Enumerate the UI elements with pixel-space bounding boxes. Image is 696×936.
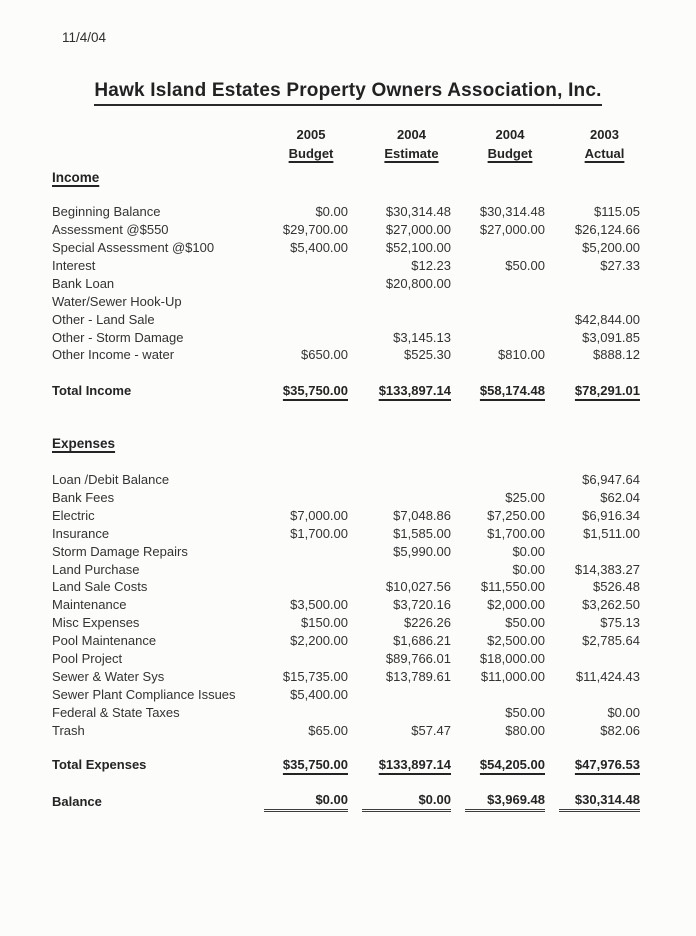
cell-value: $7,250.00 [487,507,545,523]
cell-value [252,471,350,489]
cell-value: $12.23 [411,258,451,273]
row-label: Trash [52,722,85,738]
row-label: Total Income [52,383,132,399]
cell-value [252,489,350,507]
table-row [52,203,642,221]
cell-value: $27,000.00 [479,222,545,238]
cell-value: $82.06 [600,722,640,738]
column-year-2004-budget: 2004 [495,127,525,142]
table-row [52,274,642,292]
column-year-2005-budget: 2005 [296,127,326,142]
cell-value: $54,205.00 [479,757,545,773]
cell-value: $52,100.00 [385,240,451,256]
cell-value: $525.30 [404,347,451,363]
cell-value: $5,400.00 [290,240,348,256]
cell-value: $1,585.00 [393,525,451,541]
table-row [52,524,642,542]
table-row [52,506,642,524]
column-label-estimate-2004: Estimate [384,146,439,161]
table-row [52,239,642,257]
cell-value: $11,424.43 [575,668,640,684]
row-label: Storm Damage Repairs [52,543,188,559]
row-label: Water/Sewer Hook-Up [52,293,182,309]
cell-value: $20,800.00 [385,275,451,291]
spacer-row [52,739,642,756]
cell-value [453,292,547,310]
cell-value [252,257,350,275]
row-label: Land Sale Costs [52,579,148,595]
cell-value: $50.00 [505,258,545,273]
table-row [52,614,642,632]
table-row [52,471,642,489]
cell-value: $27,000.00 [385,222,451,238]
table-row [52,328,642,346]
cell-value: $3,262.50 [582,597,640,613]
cell-value: $2,000.00 [487,597,545,613]
cell-value: $650.00 [301,347,348,363]
cell-value [547,292,642,310]
table-row [52,489,642,507]
table-row [52,310,642,328]
row-label: Bank Fees [52,490,115,506]
cell-value: $0.00 [252,792,350,812]
cell-value [252,310,350,328]
page-title-text: Hawk Island Estates Property Owners Association, Inc. [94,80,601,106]
row-label: Sewer & Water Sys [52,668,165,684]
cell-value: $29,700.00 [282,222,348,238]
cell-value: $150.00 [301,615,348,631]
cell-value: $18,000.00 [479,651,545,667]
table-row [52,221,642,239]
cell-value [252,328,350,346]
header-corner [52,144,252,163]
cell-value: $42,844.00 [574,311,640,327]
column-label-budget-2004: Budget [487,146,533,161]
cell-value: $47,976.53 [574,757,640,773]
row-label: Bank Loan [52,275,115,291]
cell-value: $26,124.66 [574,222,640,238]
cell-value: $888.12 [593,347,640,363]
row-label: Loan /Debit Balance [52,472,170,488]
row-label: Other - Land Sale [52,311,155,327]
row-label: Other Income - water [52,347,175,363]
cell-value [453,685,547,703]
table-row [52,721,642,739]
cell-value: $62.04 [600,490,640,506]
cell-value: $78,291.01 [574,383,640,399]
cell-value [547,274,642,292]
budget-table [52,125,642,812]
cell-value: $58,174.48 [479,383,545,399]
cell-value [252,292,350,310]
spacer-row [52,400,642,435]
cell-value [350,560,453,578]
cell-value: $6,916.34 [582,507,640,523]
cell-value: $3,500.00 [290,597,348,613]
cell-value: $65.00 [308,722,348,738]
cell-value [350,292,453,310]
cell-value: $11,000.00 [480,668,545,684]
cell-value [350,703,453,721]
table-row [52,292,642,310]
header-corner [52,125,252,144]
cell-value [350,471,453,489]
row-label: Beginning Balance [52,204,161,220]
cell-value: $50.00 [505,615,545,631]
cell-value: $133,897.14 [378,383,451,399]
cell-value: $2,785.64 [582,633,640,649]
cell-value [350,685,453,703]
total-income-row [52,382,642,400]
row-label: Balance [52,794,102,810]
table-row [52,257,642,275]
table-row [52,650,642,668]
cell-value: $7,000.00 [290,507,348,523]
cell-value: $30,314.48 [385,204,451,220]
cell-value [252,703,350,721]
cell-value [252,560,350,578]
table-row [52,667,642,685]
total-expenses-row [52,756,642,774]
cell-value: $3,091.85 [582,329,640,345]
table-row [52,596,642,614]
cell-value [350,489,453,507]
row-label: Pool Project [52,651,123,667]
cell-value [453,274,547,292]
cell-value: $25.00 [505,490,545,506]
cell-value: $226.26 [404,615,451,631]
spacer-row [52,364,642,382]
row-label: Sewer Plant Compliance Issues [52,686,236,702]
row-label: Electric [52,507,95,523]
cell-value: $0.00 [512,543,545,559]
table-row [52,560,642,578]
table-row [52,578,642,596]
page-title [0,80,696,106]
table-header [52,125,642,163]
row-label: Insurance [52,525,110,541]
row-label: Total Expenses [52,757,147,773]
cell-value: $5,200.00 [582,240,640,256]
cell-value: $50.00 [505,704,545,720]
row-label: Maintenance [52,597,127,613]
expenses-section-row [52,435,642,453]
cell-value: $133,897.14 [378,757,451,773]
cell-value: $526.48 [593,579,640,595]
cell-value: $6,947.64 [582,472,640,488]
cell-value: $30,314.48 [479,204,545,220]
cell-value: $57.47 [411,722,451,738]
cell-value [252,542,350,560]
row-label: Pool Maintenance [52,633,157,649]
cell-value: $115.05 [593,204,640,220]
cell-value: $75.13 [600,615,640,631]
cell-value: $3,145.13 [393,329,451,345]
cell-value: $7,048.86 [393,507,451,523]
cell-value [547,542,642,560]
cell-value: $89,766.01 [385,651,451,667]
cell-value [252,578,350,596]
cell-value: $1,686.21 [393,633,451,649]
row-label: Special Assessment @$100 [52,240,215,256]
document-page [0,30,696,936]
row-label: Misc Expenses [52,615,140,631]
row-label: Land Purchase [52,561,140,577]
cell-value [453,239,547,257]
cell-value: $3,969.48 [453,792,547,812]
cell-value: $0.00 [607,704,640,720]
cell-value: $0.00 [512,561,545,577]
cell-value: $0.00 [350,792,453,812]
cell-value [252,650,350,668]
spacer-row [52,187,642,203]
income-section-row [52,169,642,187]
cell-value: $27.33 [600,258,640,273]
cell-value: $35,750.00 [282,383,348,399]
spacer-row [52,774,642,792]
table-row [52,632,642,650]
row-label: Interest [52,258,96,273]
expense-rows [52,471,642,739]
cell-value [252,274,350,292]
column-year-2003-actual: 2003 [590,127,619,142]
row-label: Federal & State Taxes [52,704,180,720]
section-heading-expenses: Expenses [52,436,116,452]
column-year-2004-estimate: 2004 [397,127,426,142]
cell-value: $3,720.16 [393,597,451,613]
cell-value: $15,735.00 [282,668,348,684]
cell-value: $1,511.00 [583,525,640,541]
table-row [52,703,642,721]
date-stamp: 11/4/04 [62,30,107,45]
column-label-actual-2003: Actual [584,146,625,161]
cell-value: $80.00 [505,722,545,738]
cell-value [453,328,547,346]
cell-value: $1,700.00 [290,525,348,541]
cell-value [453,471,547,489]
balance-row [52,792,642,812]
year-header-row [52,125,642,144]
cell-value: $0.00 [315,204,348,220]
cell-value: $35,750.00 [282,757,348,773]
cell-value: $2,500.00 [487,633,545,649]
table-row [52,685,642,703]
spacer-row [52,453,642,471]
cell-value: $810.00 [498,347,545,363]
cell-value: $5,990.00 [393,543,451,559]
section-heading-income: Income [52,170,100,186]
table-row [52,346,642,364]
cell-value [547,685,642,703]
cell-value [547,650,642,668]
column-label-budget-2005: Budget [288,146,334,161]
cell-value [453,310,547,328]
label-header-row [52,144,642,163]
cell-value: $10,027.56 [385,579,451,595]
cell-value: $14,383.27 [574,561,640,577]
row-label: Assessment @$550 [52,222,169,238]
cell-value: $30,314.48 [547,792,642,812]
cell-value [350,310,453,328]
cell-value: $13,789.61 [385,668,451,684]
cell-value: $1,700.00 [487,525,545,541]
income-rows [52,203,642,364]
cell-value: $11,550.00 [480,579,545,595]
cell-value: $5,400.00 [290,686,348,702]
table-row [52,542,642,560]
cell-value: $2,200.00 [290,633,348,649]
row-label: Other - Storm Damage [52,329,184,345]
